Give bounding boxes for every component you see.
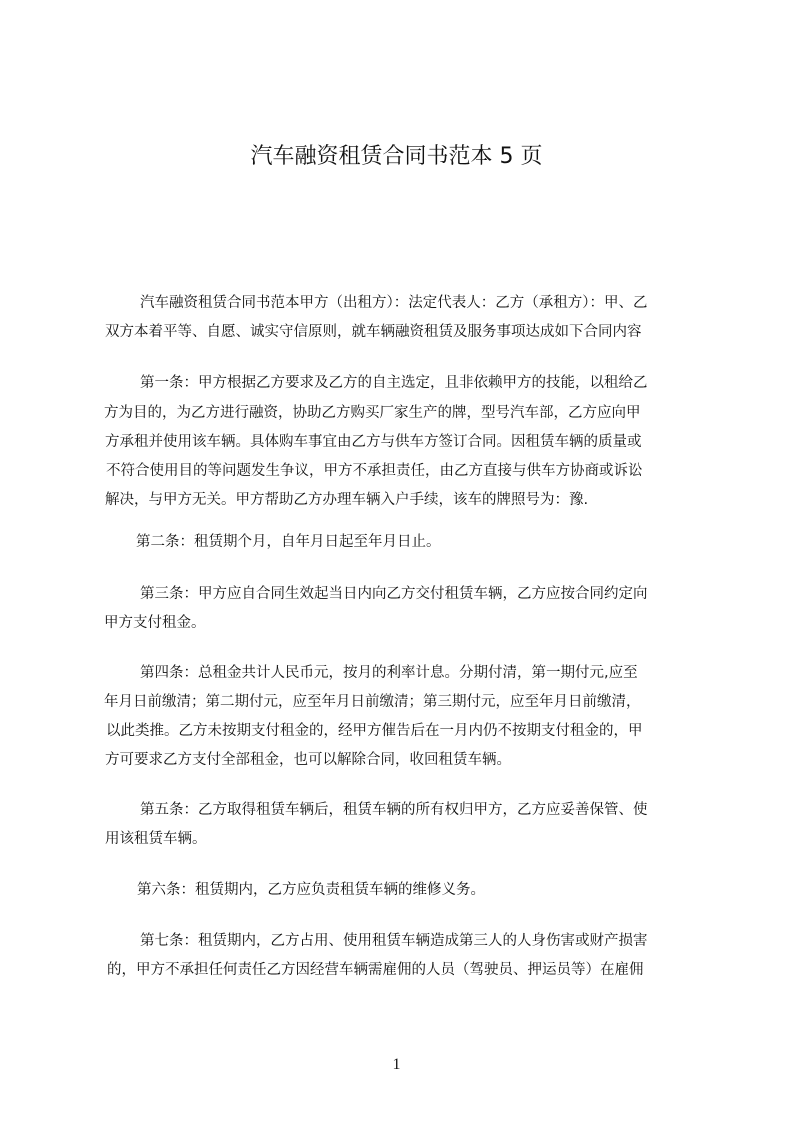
article-5-line: 第五条：乙方取得租赁车辆后，租赁车辆的所有权归甲方，乙方应妥善保管、使 [140, 802, 648, 818]
article-1-line: 解决，与甲方无关。甲方帮助乙方办理车辆入户手续，该车的牌照号为：豫. [105, 492, 589, 508]
article-1-line: 方为目的，为乙方进行融资，协助乙方购买厂家生产的牌，型号汽车部，乙方应向甲 [104, 405, 641, 421]
paragraph-intro-line: 双方本着平等、自愿、诚实守信原则，就车辆融资租赁及服务事项达成如下合同内容 [105, 324, 642, 340]
article-1-line: 方承租并使用该车辆。具体购车事宜由乙方与供车方签订合同。因租赁车辆的质量或 [105, 434, 642, 450]
article-6-line: 第六条：租赁期内，乙方应负责租赁车辆的维修义务。 [137, 882, 485, 898]
article-3-line: 甲方支付租金。 [104, 615, 206, 631]
article-4-line: 第四条：总租金共计人民币元，按月的利率计息。分期付清，第一期付元,应至 [140, 665, 638, 681]
article-5-line: 用该租赁车辆。 [105, 831, 207, 847]
article-2-line: 第二条：租赁期个月，自年月日起至年月日止。 [136, 534, 441, 550]
page-number: 1 [392, 1056, 401, 1073]
paragraph-intro-line: 汽车融资租赁合同书范本甲方（出租方）：法定代表人：乙方（承租方）：甲、乙 [140, 295, 648, 311]
article-4-line: 年月日前缴清；第二期付元，应至年月日前缴清；第三期付元，应至年月日前缴清， [104, 694, 641, 710]
article-3-line: 第三条：甲方应自合同生效起当日内向乙方交付租赁车辆，乙方应按合同约定向 [140, 586, 648, 602]
article-7-line: 的，甲方不承担任何责任乙方因经营车辆需雇佣的人员（驾驶员、押运员等）在雇佣 [107, 962, 644, 978]
article-1-line: 第一条：甲方根据乙方要求及乙方的自主选定，且非依赖甲方的技能，以租给乙 [140, 375, 648, 391]
article-4-line: 以此类推。乙方未按期支付租金的，经甲方催告后在一月内仍不按期支付租金的，甲 [106, 723, 643, 739]
article-7-line: 第七条：租赁期内，乙方占用、使用租赁车辆造成第三人的人身伤害或财产损害 [140, 933, 648, 949]
article-1-line: 不符合使用目的等问题发生争议，甲方不承担责任，由乙方直接与供车方协商或诉讼 [106, 463, 643, 479]
article-4-line: 方可要求乙方支付全部租金，也可以解除合同，收回租赁车辆。 [105, 752, 511, 768]
document-title: 汽车融资租赁合同书范本 5 页 [250, 144, 543, 169]
